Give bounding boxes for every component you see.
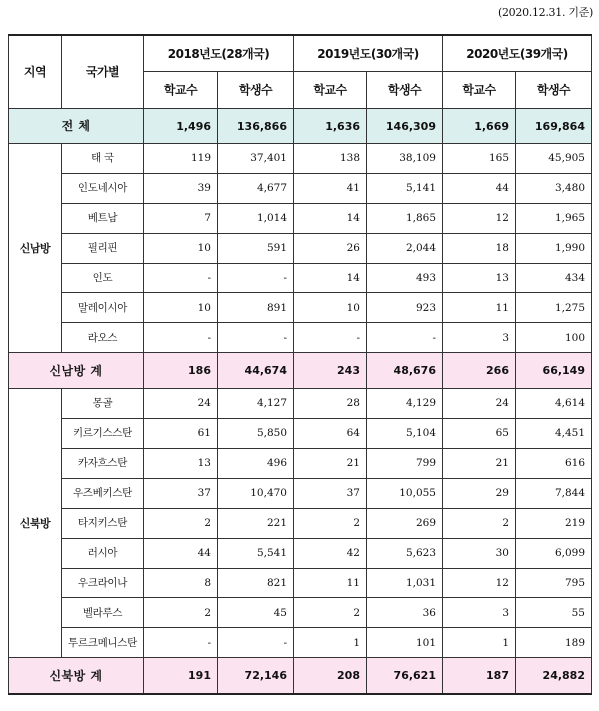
region-header: 지역: [9, 35, 62, 109]
table-cell: 26: [294, 233, 367, 263]
table-cell: 5,141: [367, 173, 443, 203]
table-cell: 221: [218, 508, 294, 538]
table-cell: 44: [443, 173, 516, 203]
table-cell: 28: [294, 389, 367, 419]
table-cell: 5,104: [367, 419, 443, 449]
table-row: [9, 628, 592, 658]
country-name: 몽골: [62, 389, 144, 419]
table-cell: 39: [144, 173, 218, 203]
table-cell: 2,044: [367, 233, 443, 263]
table-cell: 1: [443, 628, 516, 658]
table-cell: 30: [443, 538, 516, 568]
table-cell: 186: [144, 353, 218, 389]
table-cell: 37: [144, 478, 218, 508]
table-cell: 24,882: [516, 658, 592, 695]
table-cell: -: [144, 628, 218, 658]
table-cell: 266: [443, 353, 516, 389]
table-row: [9, 144, 592, 174]
students-header: 학생수: [516, 72, 592, 109]
table-cell: 795: [516, 568, 592, 598]
table-cell: 189: [516, 628, 592, 658]
year-header-2020: 2020년도(39개국): [443, 35, 592, 72]
table-cell: 42: [294, 538, 367, 568]
table-cell: 138: [294, 144, 367, 174]
table-cell: 48,676: [367, 353, 443, 389]
table-cell: 4,451: [516, 419, 592, 449]
table-cell: 6,099: [516, 538, 592, 568]
table-cell: 100: [516, 323, 592, 353]
table-cell: -: [218, 628, 294, 658]
table-cell: 10: [144, 233, 218, 263]
schools-header: 학교수: [144, 72, 218, 109]
table-cell: 37,401: [218, 144, 294, 174]
north-subtotal-row-label: 신북방 계: [9, 658, 144, 695]
table-cell: 243: [294, 353, 367, 389]
table-cell: 38,109: [367, 144, 443, 174]
table-cell: 55: [516, 598, 592, 628]
table-cell: 24: [144, 389, 218, 419]
south-subtotal-row: [9, 353, 592, 389]
table-cell: 44: [144, 538, 218, 568]
table-cell: 13: [144, 449, 218, 479]
table-cell: 169,864: [516, 109, 592, 144]
table-cell: 12: [443, 568, 516, 598]
table-cell: 1,031: [367, 568, 443, 598]
country-name: 베트남: [62, 203, 144, 233]
table-cell: -: [294, 323, 367, 353]
country-name: 타지키스탄: [62, 508, 144, 538]
table-cell: 821: [218, 568, 294, 598]
table-row: [9, 508, 592, 538]
table-cell: 10: [144, 293, 218, 323]
table-cell: 136,866: [218, 109, 294, 144]
table-cell: 4,614: [516, 389, 592, 419]
table-row: [9, 323, 592, 353]
table-cell: 219: [516, 508, 592, 538]
table-cell: 591: [218, 233, 294, 263]
table-cell: 14: [294, 203, 367, 233]
table-cell: 14: [294, 263, 367, 293]
table-cell: 5,623: [367, 538, 443, 568]
table-cell: 1,636: [294, 109, 367, 144]
table-cell: 21: [294, 449, 367, 479]
north-subtotal-row: [9, 658, 592, 695]
table-cell: 799: [367, 449, 443, 479]
table-row: [9, 389, 592, 419]
table-cell: 29: [443, 478, 516, 508]
table-cell: 10: [294, 293, 367, 323]
grand-total-row: [9, 109, 592, 144]
school-statistics-table: [8, 34, 592, 695]
table-cell: 493: [367, 263, 443, 293]
table-cell: -: [218, 323, 294, 353]
table-cell: 5,541: [218, 538, 294, 568]
table-row: [9, 203, 592, 233]
table-cell: 64: [294, 419, 367, 449]
table-cell: 72,146: [218, 658, 294, 695]
table-cell: 3: [443, 598, 516, 628]
country-header: 국가별: [62, 35, 144, 109]
table-cell: 208: [294, 658, 367, 695]
table-cell: 44,674: [218, 353, 294, 389]
table-cell: 496: [218, 449, 294, 479]
students-header: 학생수: [367, 72, 443, 109]
country-name: 투르크메니스탄: [62, 628, 144, 658]
table-cell: 616: [516, 449, 592, 479]
country-name: 벨라루스: [62, 598, 144, 628]
table-row: [9, 538, 592, 568]
table-cell: 1,965: [516, 203, 592, 233]
table-cell: 2: [144, 598, 218, 628]
table-row: [9, 478, 592, 508]
table-cell: 11: [294, 568, 367, 598]
table-cell: 1,496: [144, 109, 218, 144]
table-cell: 10,055: [367, 478, 443, 508]
table-row: [9, 173, 592, 203]
region-north: 신북방: [9, 389, 62, 658]
table-cell: 1,275: [516, 293, 592, 323]
table-row: [9, 233, 592, 263]
schools-header: 학교수: [294, 72, 367, 109]
table-cell: 45,905: [516, 144, 592, 174]
table-cell: 18: [443, 233, 516, 263]
country-name: 우크라이나: [62, 568, 144, 598]
country-name: 말레이시아: [62, 293, 144, 323]
table-cell: 21: [443, 449, 516, 479]
table-cell: 12: [443, 203, 516, 233]
table-cell: 187: [443, 658, 516, 695]
table-cell: 36: [367, 598, 443, 628]
table-row: [9, 568, 592, 598]
south-subtotal-row-label: 신남방 계: [9, 353, 144, 389]
table-cell: 3,480: [516, 173, 592, 203]
students-header: 학생수: [218, 72, 294, 109]
country-name: 러시아: [62, 538, 144, 568]
reference-date-note: (2020.12.31. 기준): [497, 6, 593, 19]
region-south: 신남방: [9, 144, 62, 353]
country-name: 키르기스스탄: [62, 419, 144, 449]
year-header-2019: 2019년도(30개국): [294, 35, 443, 72]
table-cell: 146,309: [367, 109, 443, 144]
grand-total-row-label: 전 체: [9, 109, 144, 144]
table-cell: 45: [218, 598, 294, 628]
table-cell: 3: [443, 323, 516, 353]
table-cell: 65: [443, 419, 516, 449]
country-name: 태 국: [62, 144, 144, 174]
country-name: 필리핀: [62, 233, 144, 263]
table-cell: 8: [144, 568, 218, 598]
table-cell: 7: [144, 203, 218, 233]
table-cell: 76,621: [367, 658, 443, 695]
table-cell: 24: [443, 389, 516, 419]
table-cell: 66,149: [516, 353, 592, 389]
table-cell: 119: [144, 144, 218, 174]
table-row: [9, 598, 592, 628]
table-cell: 2: [294, 598, 367, 628]
table-cell: 165: [443, 144, 516, 174]
country-name: 라오스: [62, 323, 144, 353]
table-cell: 1: [294, 628, 367, 658]
table-cell: 5,850: [218, 419, 294, 449]
table-cell: 7,844: [516, 478, 592, 508]
table-cell: 101: [367, 628, 443, 658]
table-cell: 923: [367, 293, 443, 323]
table-cell: -: [367, 323, 443, 353]
country-name: 인도네시아: [62, 173, 144, 203]
table-cell: 1,990: [516, 233, 592, 263]
country-name: 카자흐스탄: [62, 449, 144, 479]
table-cell: -: [144, 263, 218, 293]
year-header-2018: 2018년도(28개국): [144, 35, 294, 72]
table-cell: 13: [443, 263, 516, 293]
table-cell: 269: [367, 508, 443, 538]
table-cell: 1,014: [218, 203, 294, 233]
table-cell: -: [144, 323, 218, 353]
table-cell: 4,677: [218, 173, 294, 203]
table-cell: 2: [294, 508, 367, 538]
table-cell: 11: [443, 293, 516, 323]
table-cell: 37: [294, 478, 367, 508]
table-cell: 41: [294, 173, 367, 203]
table-cell: 61: [144, 419, 218, 449]
schools-header: 학교수: [443, 72, 516, 109]
table-cell: 2: [144, 508, 218, 538]
table-row: [9, 419, 592, 449]
table-cell: 434: [516, 263, 592, 293]
table-cell: 4,127: [218, 389, 294, 419]
table-cell: 10,470: [218, 478, 294, 508]
country-name: 우즈베키스탄: [62, 478, 144, 508]
table-cell: 1,669: [443, 109, 516, 144]
table-cell: 4,129: [367, 389, 443, 419]
table-cell: 1,865: [367, 203, 443, 233]
table-cell: 191: [144, 658, 218, 695]
country-name: 인도: [62, 263, 144, 293]
table-cell: 2: [443, 508, 516, 538]
table-cell: 891: [218, 293, 294, 323]
table-row: [9, 263, 592, 293]
table-cell: -: [218, 263, 294, 293]
table-row: [9, 449, 592, 479]
table-row: [9, 293, 592, 323]
